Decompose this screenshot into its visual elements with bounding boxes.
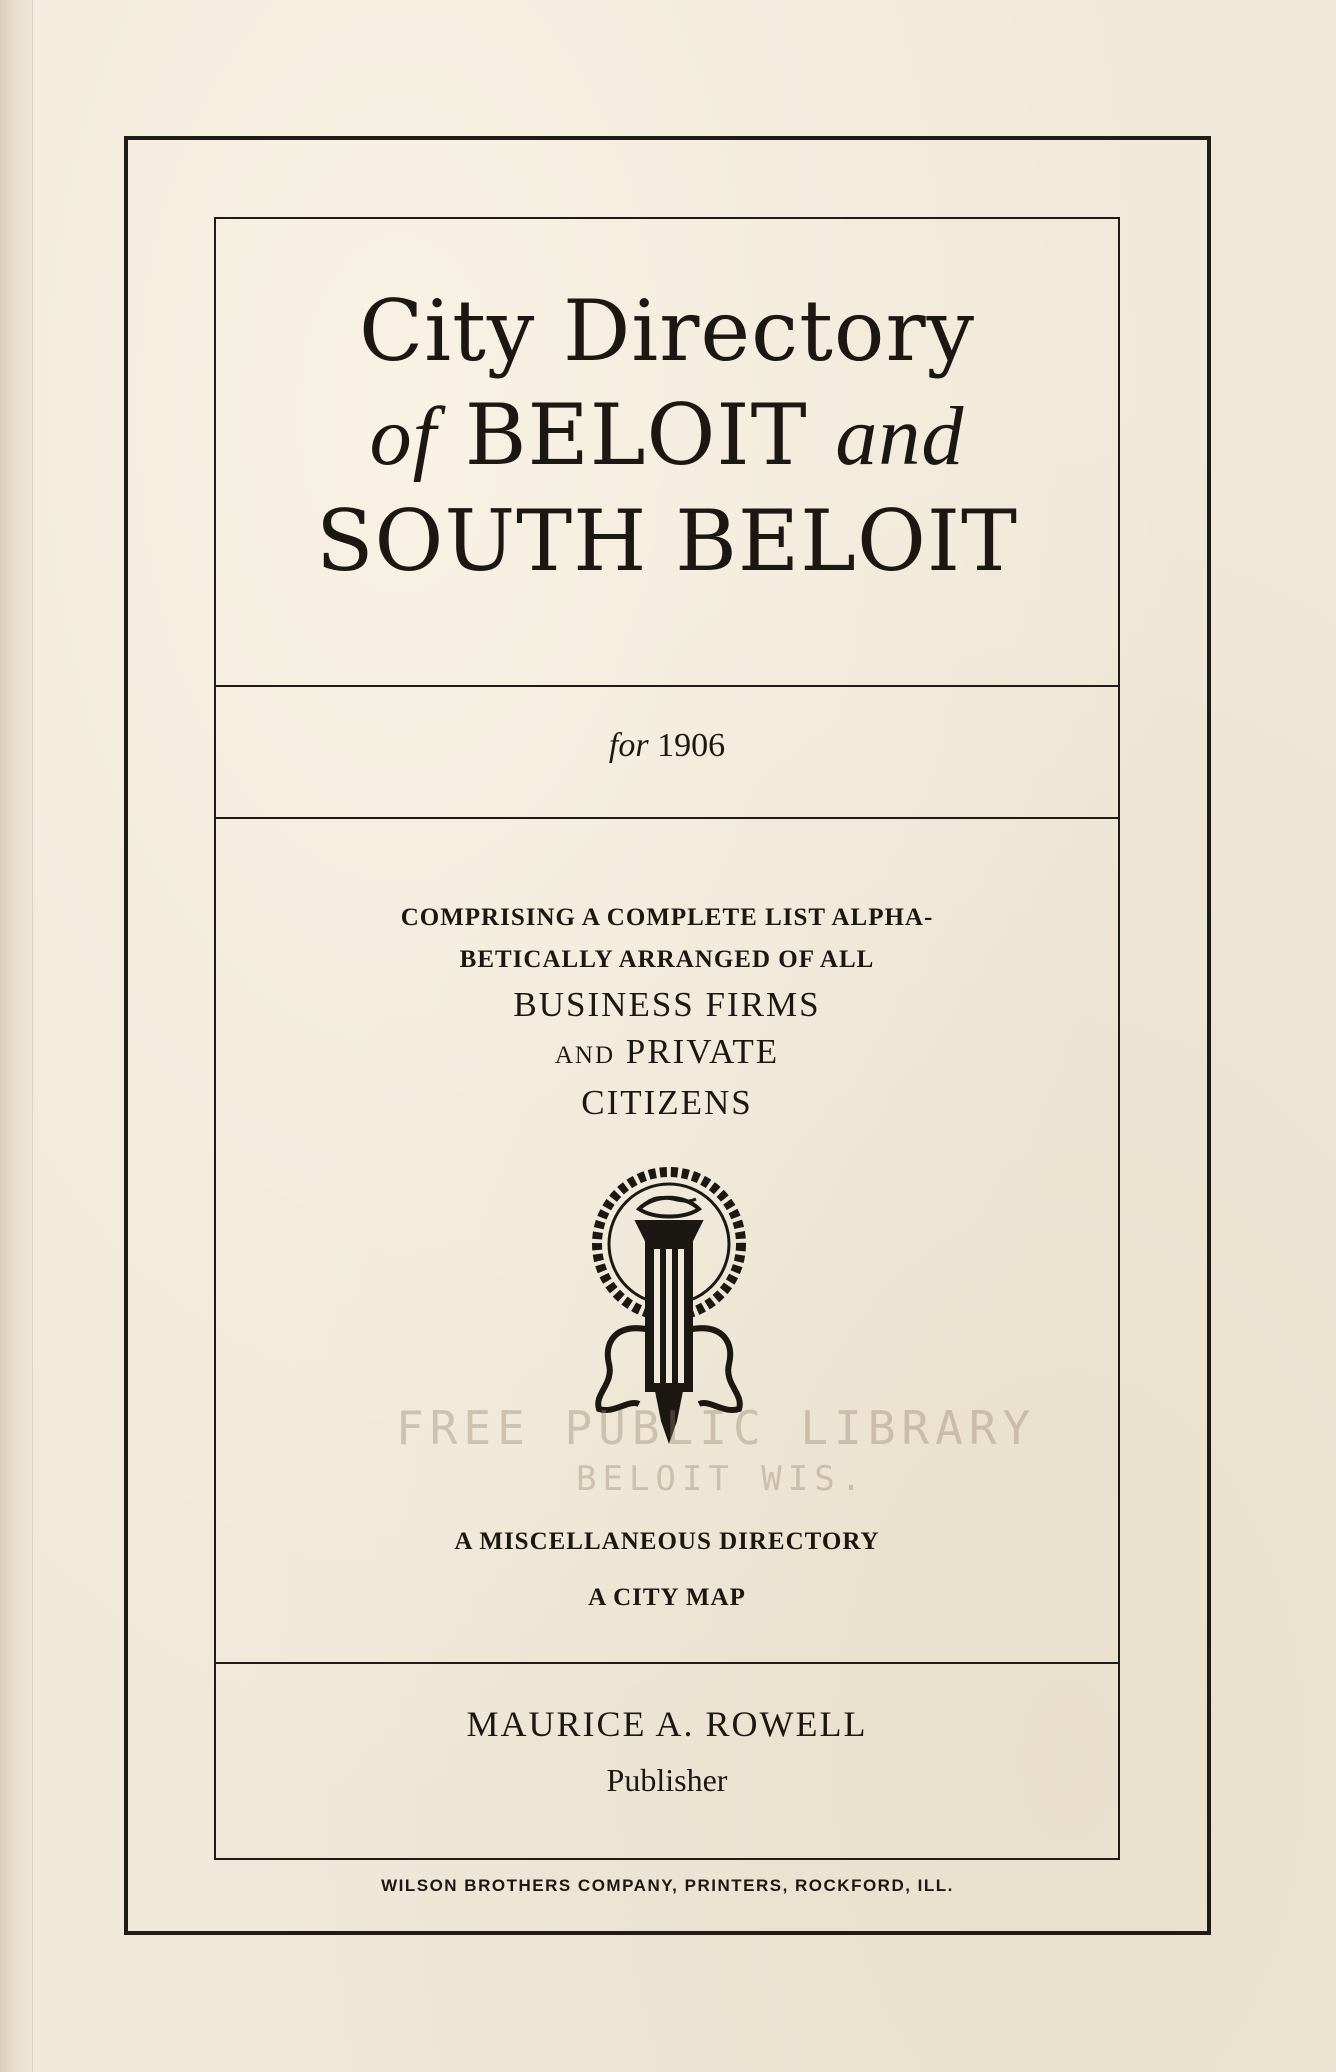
printer-credit: WILSON BROTHERS COMPANY, PRINTERS, ROCKFORD, ILL. <box>381 1876 954 1895</box>
year-value: 1906 <box>657 727 726 764</box>
comprising-line-3: BUSINESS FIRMS <box>513 985 821 1024</box>
contents-item-1: A MISCELLANEOUS DIRECTORY <box>454 1528 880 1555</box>
title-line-1: City Directory <box>358 282 976 380</box>
publisher-name: MAURICE A. ROWELL <box>466 1704 868 1744</box>
divider-rule-1 <box>216 685 1118 687</box>
divider-rule-2 <box>216 817 1118 819</box>
library-stamp-line-1: FREE PUBLIC LIBRARY <box>396 1401 1037 1455</box>
comprising-line-2: BETICALLY ARRANGED OF ALL <box>459 946 875 973</box>
comprising-line-1: COMPRISING A COMPLETE LIST ALPHA- <box>400 904 934 931</box>
page-spine-edge <box>0 0 33 2072</box>
library-stamp-line-2: BELOIT WIS. <box>576 1459 868 1499</box>
contents-item-2: A CITY MAP <box>588 1584 746 1611</box>
comprising-line-4 <box>216 1028 1118 1079</box>
year-prefix: for <box>608 727 649 764</box>
comprising-and: AND <box>554 1042 616 1069</box>
title-line-3: SOUTH BELOIT <box>315 492 1019 590</box>
title-beloit: BELOIT <box>464 386 808 484</box>
publisher-role: Publisher <box>606 1762 728 1798</box>
comprising-block <box>216 897 1118 1126</box>
publisher-block <box>216 1696 1118 1808</box>
contents-block <box>216 1514 1118 1626</box>
comprising-private: PRIVATE <box>625 1032 780 1071</box>
title-line-2 <box>216 383 1118 489</box>
comprising-line-5: CITIZENS <box>581 1083 753 1122</box>
title-and: and <box>835 390 965 483</box>
title-block <box>216 279 1118 593</box>
inner-border-frame <box>214 217 1120 1860</box>
year-line <box>216 727 1118 765</box>
divider-rule-3 <box>216 1662 1118 1664</box>
title-of: of <box>369 390 438 483</box>
